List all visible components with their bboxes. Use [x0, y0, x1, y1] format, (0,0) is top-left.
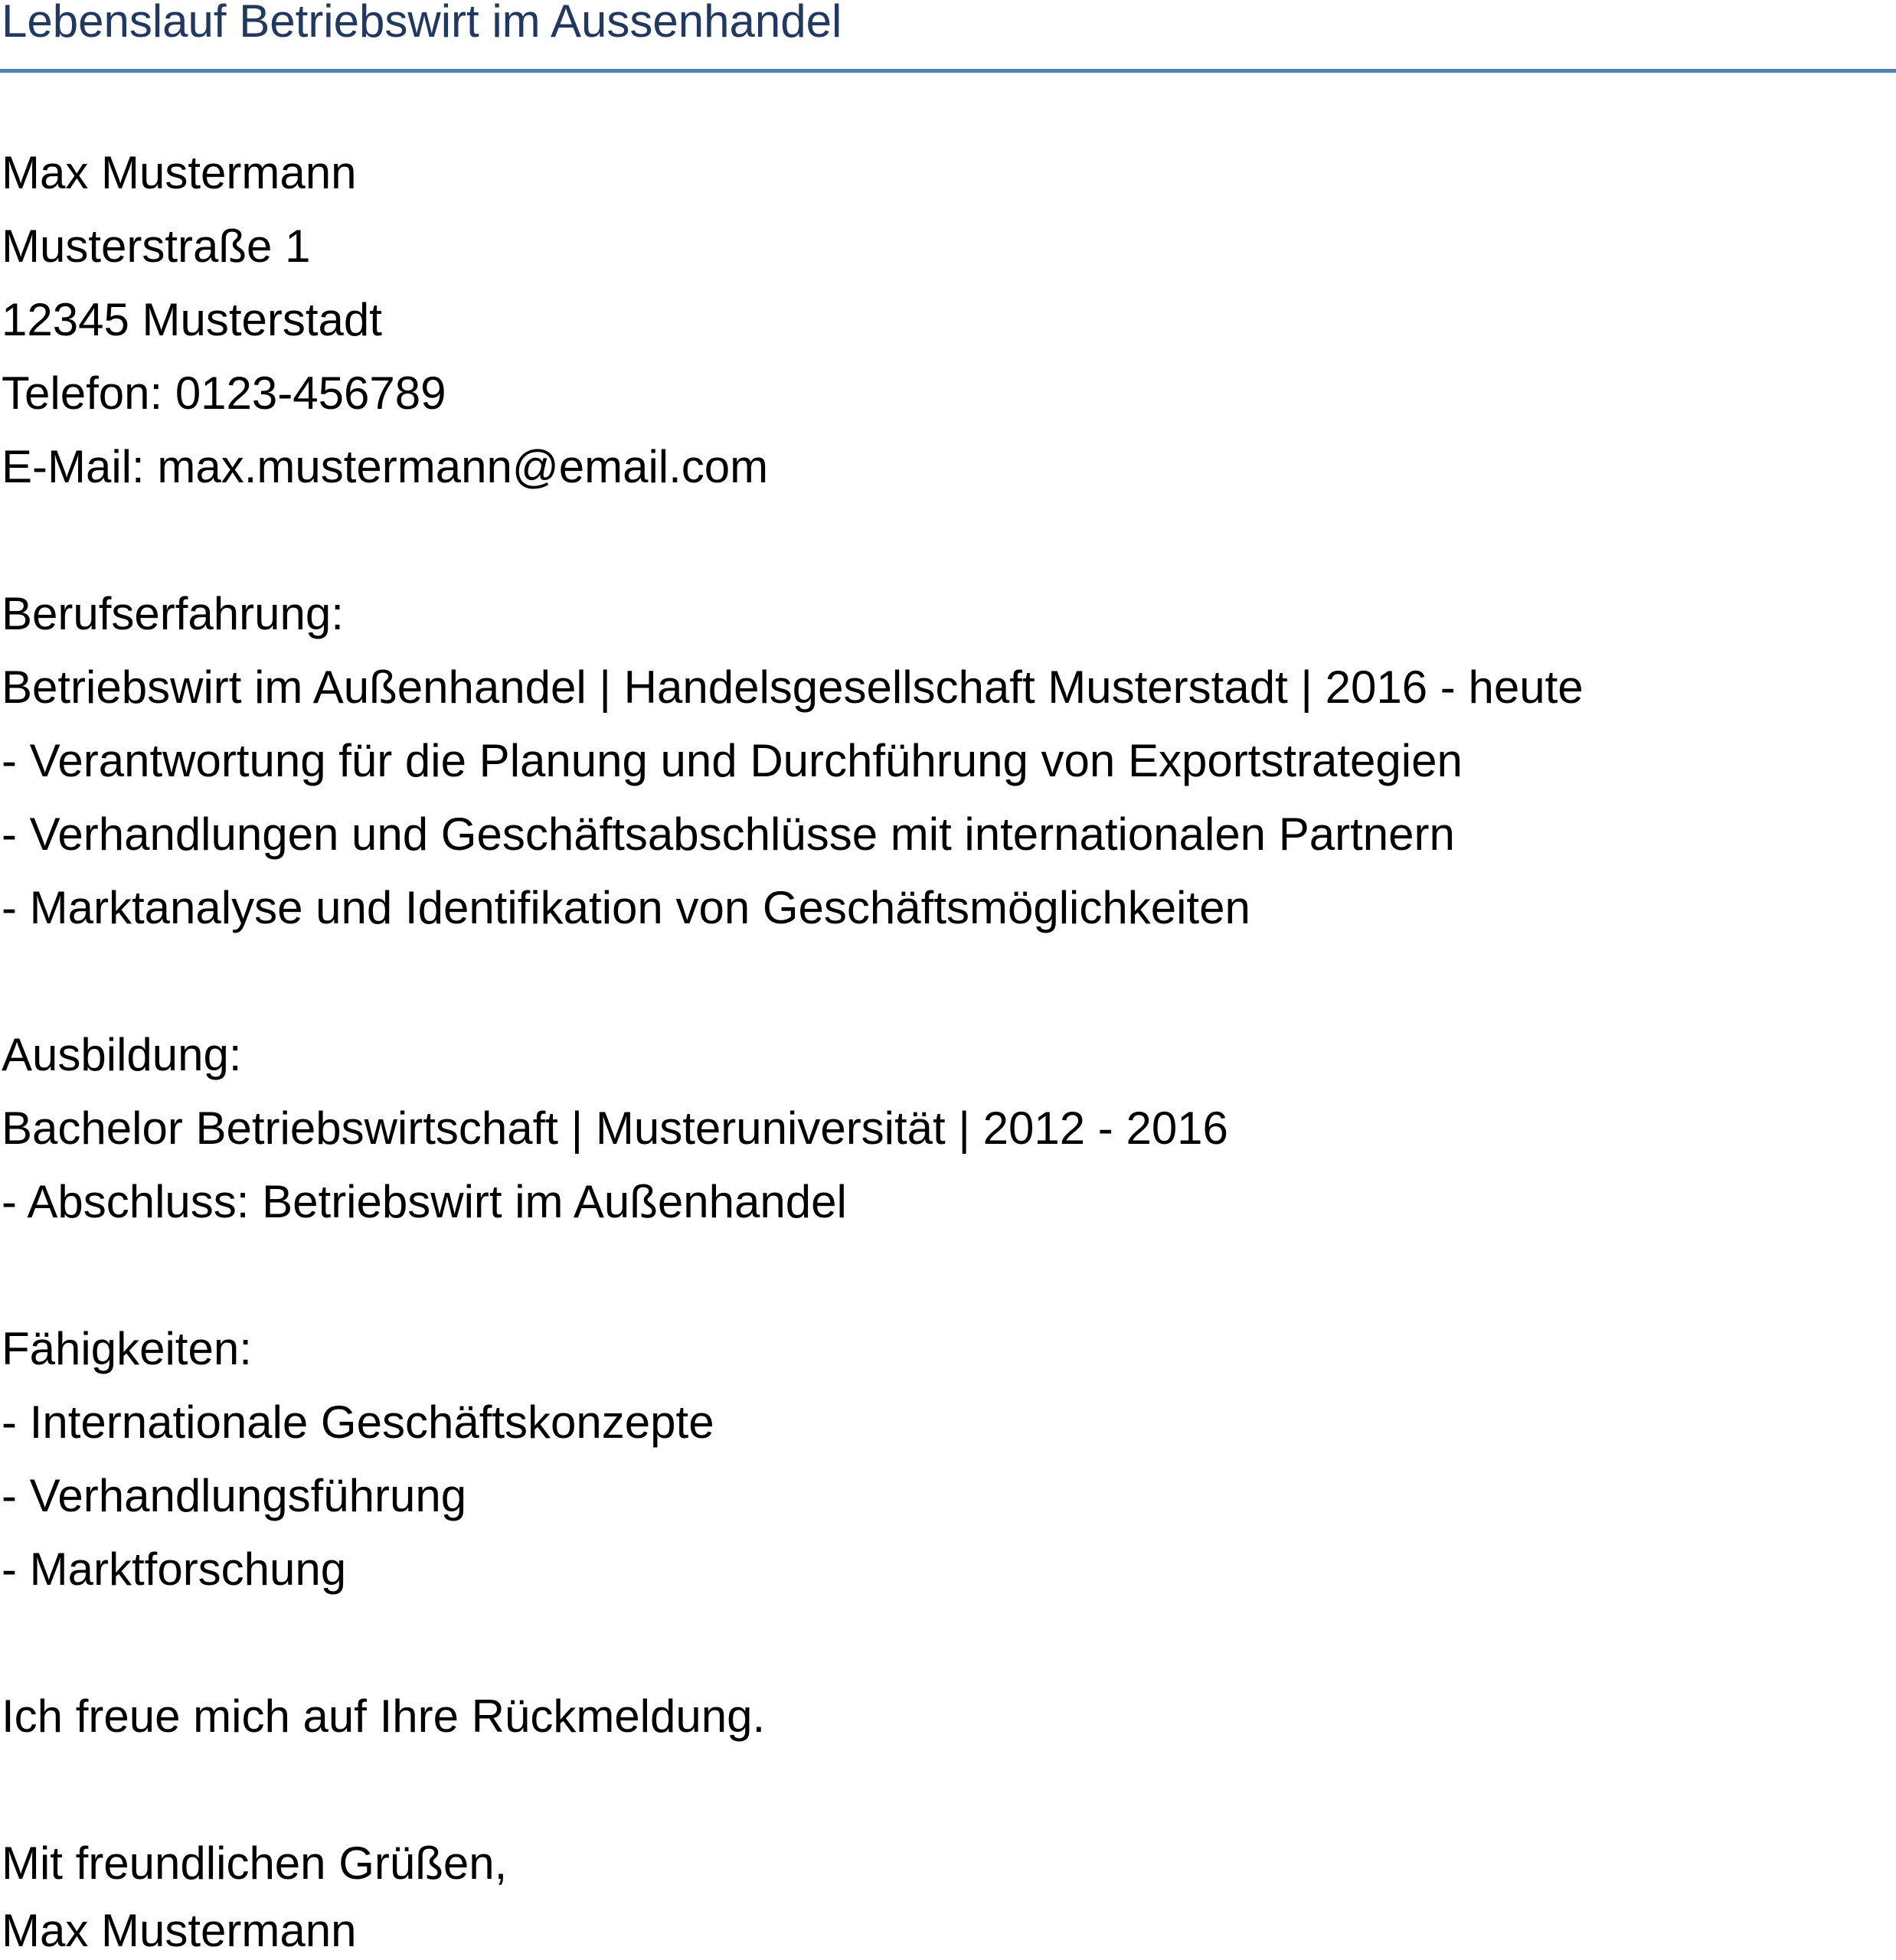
experience-entry: Betriebswirt im Außenhandel | Handelsgesellschaft Musterstadt | 2016 - heute: [2, 662, 1584, 713]
experience-bullet: - Verantwortung für die Planung und Durchführung von Exportstrategien: [2, 735, 1463, 786]
contact-email: E-Mail: max.mustermann@email.com: [2, 441, 769, 492]
education-entry: Bachelor Betriebswirtschaft | Musteruniversität | 2012 - 2016: [2, 1102, 1228, 1154]
document-title: Lebenslauf Betriebswirt im Aussenhandel: [2, 0, 842, 47]
education-bullet: - Abschluss: Betriebswirt im Außenhandel: [2, 1176, 847, 1227]
closing-sentence: Ich freue mich auf Ihre Rückmeldung.: [2, 1690, 766, 1742]
skills-item: - Internationale Geschäftskonzepte: [2, 1396, 714, 1448]
skills-item: - Verhandlungsführung: [2, 1470, 467, 1521]
experience-bullet: - Marktanalyse und Identifikation von Geschäftsmöglichkeiten: [2, 882, 1250, 933]
experience-heading: Berufserfahrung:: [2, 588, 344, 639]
skills-item: - Marktforschung: [2, 1544, 347, 1595]
closing-salutation: Mit freundlichen Grüßen,: [2, 1838, 508, 1889]
experience-bullet: - Verhandlungen und Geschäftsabschlüsse mit internationalen Partnern: [2, 808, 1455, 860]
closing-signature: Max Mustermann: [2, 1905, 357, 1956]
skills-heading: Fähigkeiten:: [2, 1323, 252, 1374]
education-heading: Ausbildung:: [2, 1029, 242, 1080]
title-underline: [0, 69, 1896, 73]
contact-name: Max Mustermann: [2, 147, 357, 198]
contact-city: 12345 Musterstadt: [2, 294, 382, 345]
contact-phone: Telefon: 0123-456789: [2, 368, 446, 419]
contact-street: Musterstraße 1: [2, 220, 311, 272]
